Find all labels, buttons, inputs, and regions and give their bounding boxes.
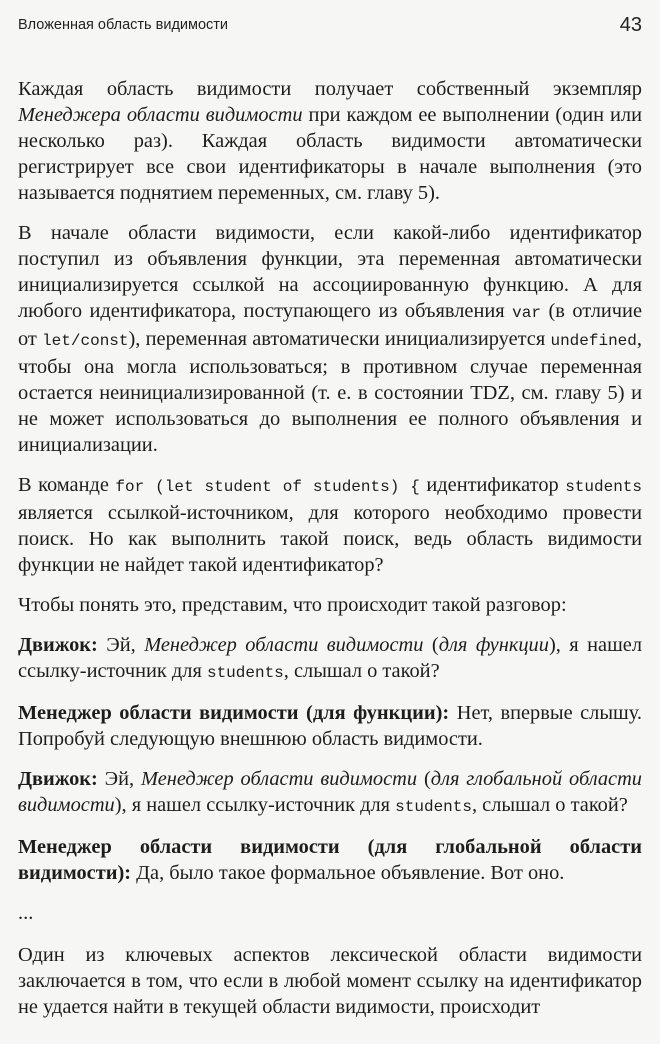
- paragraph-for-loop: В команде for (let student of students) { идентификатор students является ссылкой-источником, для которого необходимо провести поиск. Но как выполнить такой поиск, ведь область видимости функции не найдет такой идентификатор?: [18, 474, 642, 576]
- running-title: Вложенная область видимости: [18, 17, 229, 33]
- page-header: [18, 10, 642, 40]
- dialog-line-engine-2: Движок: Эй, Менеджер области видимости (для глобальной области видимости), я нашел ссылку-источник для students, слышал о такой?: [18, 768, 643, 816]
- paragraph-lexical-scope: Один из ключевых аспектов лексической области видимости заключается в том, что если в любой момент ссылку на идентификатор не удается найти в текущей области видимости, происходит: [18, 944, 642, 1018]
- speaker-engine: Движок:: [18, 634, 98, 656]
- paragraph-dialog-intro: Чтобы понять это, представим, что происходит такой разговор:: [18, 594, 567, 616]
- page-number: 43: [619, 13, 642, 36]
- paragraph-initialization: В начале области видимости, если какой-либо идентификатор поступил из объявления функции, эта переменная автоматически инициализируется ссылкой на ассоциированную функцию. А для любого идентификатора, поступающего из объявления var (в отличие от let/const), переменная автоматически инициализируется undefined, чтобы она могла использоваться; в противном случае переменная остается неинициализированной (т. е. в состоянии TDZ, см. главу 5) и не может использоваться до выполнения ее полного объявления и инициализации.: [18, 222, 642, 456]
- ellipsis: ...: [18, 902, 34, 924]
- page-body: [18, 76, 642, 1034]
- dialog-line-function-scope: Менеджер области видимости (для функции): Нет, впервые слышу. Попробуй следующую внешнюю область видимости.: [18, 702, 642, 750]
- dialog-line-global-scope: Менеджер области видимости (для глобальной области видимости): Да, было такое формальное объявление. Вот оно.: [18, 836, 642, 884]
- paragraph-scope-manager: Каждая область видимости получает собственный экземпляр Менеджера области видимости при каждом ее выполнении (один или несколько раз). Каждая область видимости автоматически регистрирует все свои идентификаторы в начале выполнения (это называется поднятием переменных, см. главу 5).: [18, 78, 642, 204]
- speaker-function-scope-manager: Менеджер области видимости (для функции):: [18, 702, 450, 724]
- speaker-global-scope-manager: Менеджер области видимости (для глобальной области видимости):: [18, 836, 642, 884]
- speaker-engine: Движок:: [18, 768, 98, 790]
- dialog-line-engine-1: Движок: Эй, Менеджер области видимости (для функции), я нашел ссылку-источник для students, слышал о такой?: [18, 634, 643, 682]
